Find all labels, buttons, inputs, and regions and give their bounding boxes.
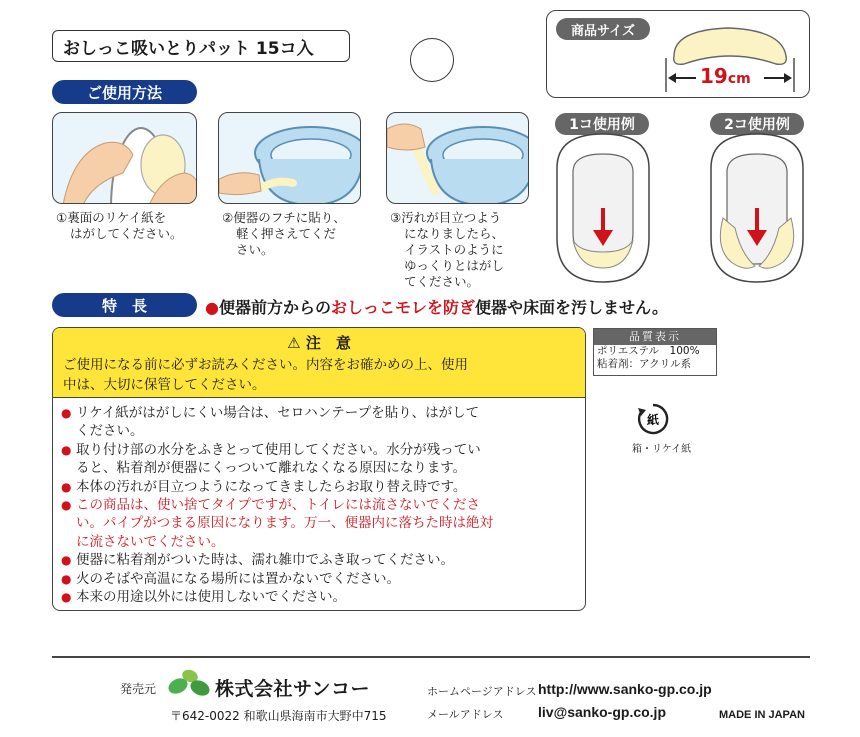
- footer-divider: [52, 656, 810, 658]
- step-2-illustration: [218, 112, 361, 204]
- quality-material: ポリエステル 100%: [597, 345, 700, 357]
- caution-item-warning: ● この商品は、使い捨てタイプですが、トイレには流さないでくださ い。パイプがつまる原因になります。万一、便器内に落ちた時は絶対 に流さないでください。: [61, 496, 577, 551]
- step-3-text: ③汚れが目立つよう になりましたら、 イラストのように ゆっくりとはがし てください。: [390, 210, 505, 289]
- example-one-illustration: [547, 128, 659, 292]
- recycle-mark-text: 紙: [646, 413, 660, 427]
- feature-text: ●便器前方からのおしっこモレを防ぎ便器や床面を汚しません。: [205, 298, 668, 317]
- caution-title: ⚠ 注 意: [287, 334, 351, 352]
- feature-tag: 特 長: [52, 293, 197, 317]
- step-1-text: ①裏面のリケイ紙を はがしてください。: [56, 210, 183, 241]
- step-3-illustration: [386, 112, 529, 204]
- quality-label: [593, 328, 717, 376]
- quality-adhesive: 粘着剤：アクリル系: [597, 358, 692, 370]
- blank-circle-mark: [410, 38, 454, 82]
- caution-box: [52, 327, 586, 611]
- homepage-link[interactable]: http://www.sanko-gp.co.jp: [538, 681, 712, 697]
- usage-tag: ご使用方法: [52, 80, 197, 104]
- bullet-icon: ●: [205, 298, 219, 317]
- seller-label: 発売元: [120, 682, 157, 696]
- company-leaf-logo-icon: [166, 666, 212, 700]
- size-unit: cm: [727, 71, 751, 87]
- caution-item: ● 便器に粘着剤がついた時は、濡れ雑巾でふき取ってください。: [61, 551, 577, 569]
- step-1-illustration: [52, 112, 197, 204]
- mail-link[interactable]: liv@sanko-gp.co.jp: [538, 704, 667, 720]
- size-value: 19cm: [700, 64, 751, 88]
- example-two-tag: 2コ使用例: [710, 113, 804, 135]
- caution-item: ● 本体の汚れが目立つようになってきましたらお取り替え時です。: [61, 478, 577, 496]
- made-in-label: MADE IN JAPAN: [719, 709, 805, 721]
- warning-icon: ⚠: [287, 334, 301, 352]
- caution-item: ● 取り付け部の水分をふきとって使用してください。水分が残ってい ると、粘着剤が便器にくっついて離れなくなる原因になります。: [61, 441, 577, 478]
- example-two-illustration: [701, 128, 813, 292]
- size-tag: 商品サイズ: [556, 18, 650, 40]
- homepage-label: ホームページアドレス: [427, 685, 537, 698]
- example-one-tag: 1コ使用例: [555, 113, 649, 135]
- caution-header: [53, 328, 585, 398]
- mail-label: メールアドレス: [427, 708, 504, 721]
- step-2-text: ②便器のフチに貼り、 軽く押さえてくだ さい。: [222, 210, 346, 257]
- feature-highlight: おしっこモレを防ぎ: [330, 298, 475, 317]
- caution-item: ● 火のそばや高温になる場所には置かないでください。: [61, 570, 577, 588]
- recycle-label: 箱・リケイ紙: [632, 444, 692, 455]
- product-title: おしっこ吸いとりパット 15コ入: [52, 30, 350, 62]
- caution-intro: ご使用になる前に必ずお読みください。内容をお確かめの上、使用 中は、大切に保管してください。: [63, 357, 468, 393]
- company-address: 〒642-0022 和歌山県海南市大野中715: [170, 709, 387, 723]
- company-name: 株式会社サンコー: [215, 678, 371, 700]
- caution-list: [53, 398, 585, 606]
- quality-title: 品質表示: [594, 329, 716, 345]
- caution-item: ● リケイ紙がはがしにくい場合は、セロハンテープを貼り、はがして ください。: [61, 404, 577, 441]
- paper-recycle-icon: [636, 402, 670, 436]
- caution-item: ● 本来の用途以外には使用しないでください。: [61, 588, 577, 606]
